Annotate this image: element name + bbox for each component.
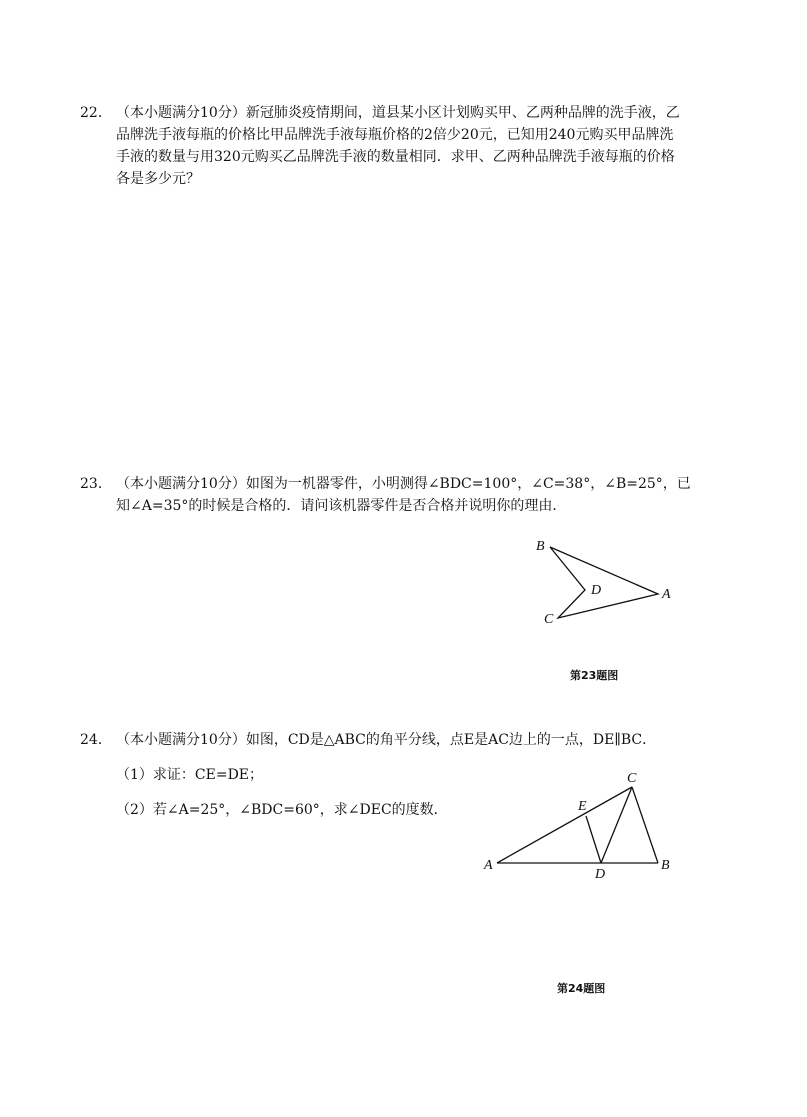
figure-24-caption: 第24题图 [557, 982, 606, 995]
question-22-line-2: 品牌洗手液每瓶的价格比甲品牌洗手液每瓶价格的2倍少20元，已知用240元购买甲品牌洗 [116, 127, 674, 143]
figure-24-segment-de [586, 816, 601, 863]
figure-24-label-b: B [661, 858, 670, 873]
figure-23 [520, 530, 700, 635]
question-24-line-1: （本小题满分10分）如图，CD是△ABC的角平分线，点E是AC边上的一点，DE∥BC． [116, 732, 657, 748]
question-23-line-1: （本小题满分10分）如图为一机器零件，小明测得∠BDC=100°，∠C=38°，∠B=25°，已 [116, 476, 691, 492]
figure-24-segment-cd [601, 787, 632, 863]
question-22-line-4: 各是多少元？ [116, 171, 200, 187]
figure-24-side-cb [632, 787, 658, 863]
figure-24-label-c: C [627, 771, 637, 786]
question-24-part-1: （1）求证：CE=DE； [116, 767, 264, 783]
figure-24-label-a: A [484, 858, 493, 873]
figure-23-label-a: A [662, 587, 671, 602]
question-22-line-1: （本小题满分10分）新冠肺炎疫情期间，道县某小区计划购买甲、乙两种品牌的洗手液，乙 [116, 105, 680, 121]
figure-23-outline [550, 547, 658, 618]
figure-23-label-b: B [536, 539, 545, 554]
figure-24-side-ac [497, 787, 632, 863]
question-22-number: 22． [80, 105, 112, 121]
question-24-number: 24． [80, 732, 112, 748]
figure-24-label-e: E [578, 799, 587, 814]
question-24-part-2: （2）若∠A=25°，∠BDC=60°，求∠DEC的度数． [116, 802, 448, 818]
figure-23-label-d: D [591, 583, 602, 598]
question-23-number: 23． [80, 476, 112, 492]
question-22-line-3: 手液的数量与用320元购买乙品牌洗手液的数量相同．求甲、乙两种品牌洗手液每瓶的价格 [116, 149, 675, 165]
question-23-line-2: 知∠A=35°的时候是合格的．请问该机器零件是否合格并说明你的理由． [116, 498, 567, 514]
figure-23-caption: 第23题图 [570, 669, 619, 682]
figure-24 [480, 765, 680, 885]
figure-23-label-c: C [544, 612, 554, 627]
figure-24-label-d: D [595, 867, 606, 882]
